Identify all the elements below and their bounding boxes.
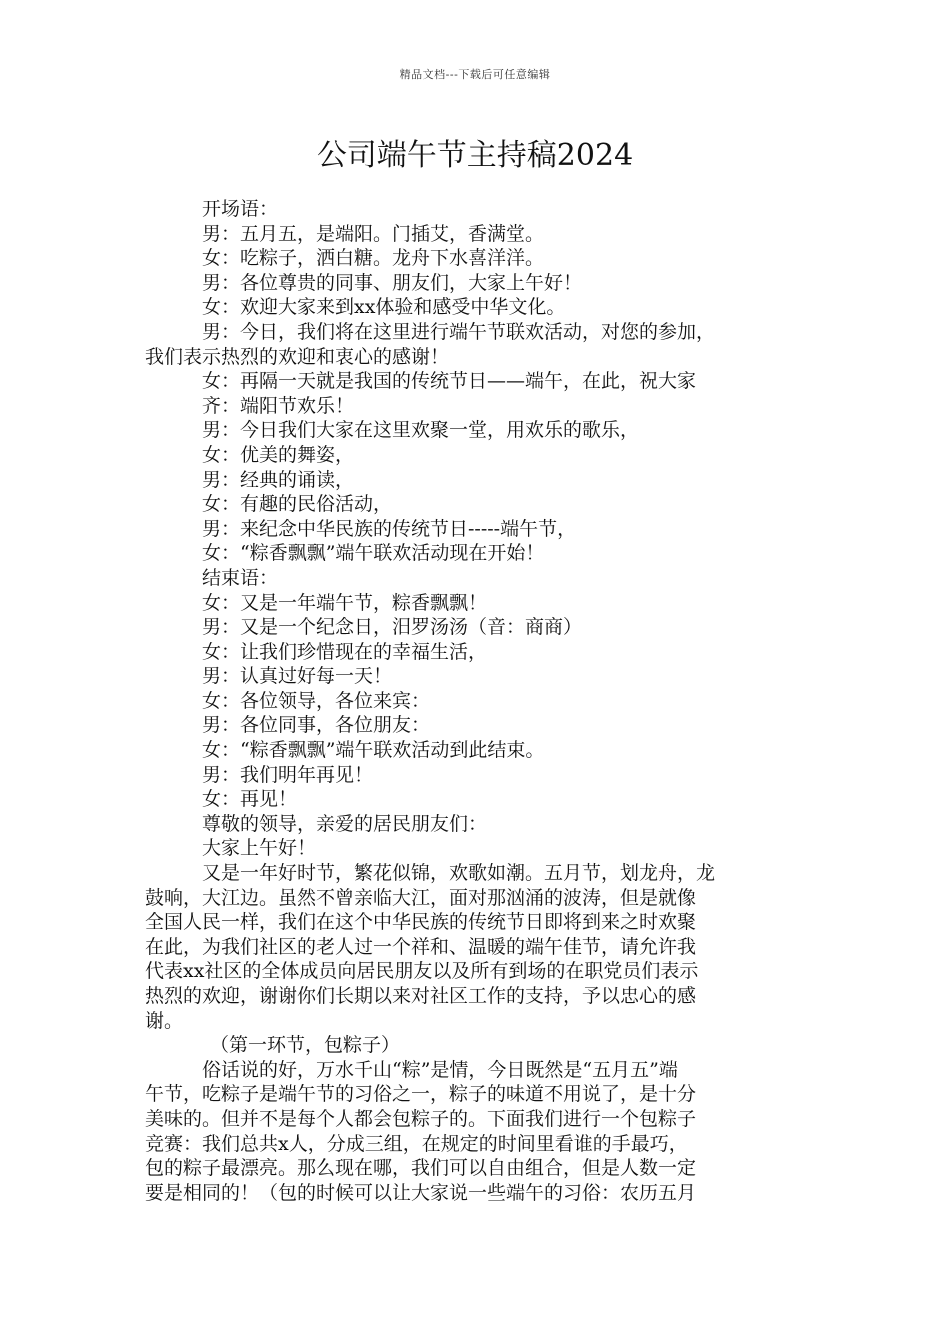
opening-line: 男：各位尊贵的同事、朋友们，大家上午好！ <box>202 271 583 294</box>
closing-line: 女：让我们珍惜现在的幸福生活， <box>202 640 488 663</box>
speech-para2-line: 午节，吃粽子是端午节的习俗之一，粽子的味道不用说了，是十分 <box>145 1083 697 1106</box>
speech-para-line: 又是一年好时节，繁花似锦，欢歌如潮。五月节，划龙舟，龙 <box>202 862 716 885</box>
closing-heading: 结束语： <box>202 566 279 589</box>
closing-line: 女：“粽香飘飘”端午联欢活动到此结束。 <box>202 739 545 762</box>
opening-line: 男：经典的诵读， <box>202 468 355 491</box>
opening-para-rest: 我们表示热烈的欢迎和衷心的感谢！ <box>145 345 450 368</box>
opening-line: 男：今日我们大家在这里欢聚一堂，用欢乐的歌乐， <box>202 419 640 442</box>
speech-para-line: 全国人民一样，我们在这个中华民族的传统节日即将到来之时欢聚 <box>145 911 697 934</box>
speech-para-line: 代表xx社区的全体成员向居民朋友以及所有到场的在职党员们表示 <box>145 960 699 983</box>
closing-line: 男：我们明年再见！ <box>202 763 374 786</box>
opening-line: 女：有趣的民俗活动， <box>202 493 393 516</box>
speech-greeting: 尊敬的领导，亲爱的居民朋友们： <box>202 812 488 835</box>
closing-line: 男：又是一个纪念日，汨罗汤汤（音：商商） <box>202 616 583 639</box>
speech-para-line: 热烈的欢迎，谢谢你们长期以来对社区工作的支持，予以忠心的感 <box>145 985 697 1007</box>
speech-para2-line: 俗话说的好，万水千山“粽”是情，今日既然是“五月五”端 <box>202 1058 678 1081</box>
opening-heading: 开场语： <box>202 198 279 220</box>
header-note: 精品文档---下载后可任意编辑 <box>399 68 551 81</box>
page-title: 公司端午节主持稿2024 <box>316 138 634 173</box>
closing-line: 女：各位领导，各位来宾： <box>202 689 431 712</box>
opening-line: 女：再隔一天就是我国的传统节日——端午，在此，祝大家 <box>202 370 697 393</box>
closing-line: 女：又是一年端午节，粽香飘飘！ <box>202 591 488 614</box>
opening-line: 男：来纪念中华民族的传统节日-----端午节， <box>202 517 577 540</box>
closing-line: 女：再见！ <box>202 788 298 811</box>
opening-line: 女：优美的舞姿， <box>202 443 355 466</box>
opening-line: 齐：端阳节欢乐！ <box>202 394 355 417</box>
speech-para2-line: 美味的。但并不是每个人都会包粽子的。下面我们进行一个包粽子 <box>145 1107 697 1130</box>
speech-greeting: 大家上午好！ <box>202 837 317 860</box>
speech-para2-line: 要是相同的！（包的时候可以让大家说一些端午的习俗：农历五月 <box>145 1181 697 1204</box>
speech-para-line: 在此，为我们社区的老人过一个祥和、温暖的端午佳节，请允许我 <box>145 935 697 958</box>
opening-line: 女：“粽香飘飘”端午联欢活动现在开始！ <box>202 542 545 565</box>
opening-para-first: 男：今日，我们将在这里进行端午节联欢活动，对您的参加， <box>202 320 716 343</box>
document-body <box>145 197 805 1205</box>
speech-para2-line: 竞赛：我们总共x人，分成三组，在规定的时间里看谁的手最巧， <box>145 1132 688 1155</box>
speech-para2-line: 包的粽子最漂亮。那么现在哪，我们可以自由组合，但是人数一定 <box>145 1157 697 1180</box>
closing-line: 男：认真过好每一天！ <box>202 665 393 688</box>
opening-line: 男：五月五，是端阳。门插艾，香满堂。 <box>202 222 545 245</box>
speech-para-line: 鼓响，大江边。虽然不曾亲临大江，面对那汹涌的波涛，但是就像 <box>145 886 697 909</box>
opening-line: 女：欢迎大家来到xx体验和感受中华文化。 <box>202 296 566 319</box>
opening-line: 女：吃粽子，洒白糖。龙舟下水喜洋洋。 <box>202 247 545 270</box>
section-title: （第一环节，包粽子） <box>210 1034 401 1057</box>
closing-line: 男：各位同事，各位朋友： <box>202 714 431 737</box>
speech-para-line: 谢。 <box>145 1009 184 1032</box>
